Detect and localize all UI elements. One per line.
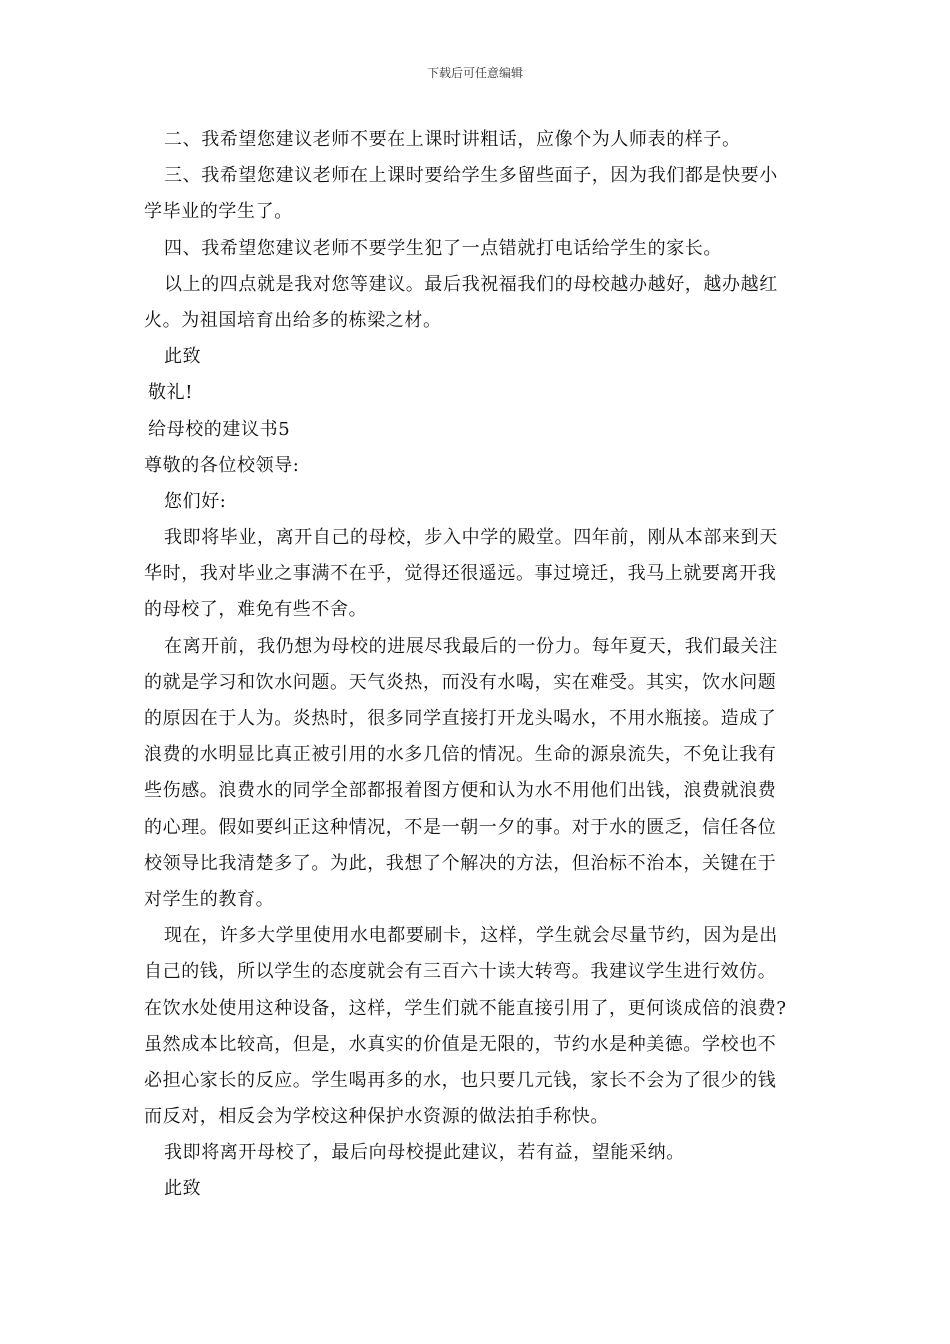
text-line: 而反对，相反会为学校这种保护水资源的做法拍手称快。 <box>144 1106 609 1128</box>
text-line: 我即将离开母校了，最后向母校提此建议，若有益，望能采纳。 <box>164 1142 685 1164</box>
text-line: 二、我希望您建议老师不要在上课时讲粗话，应像个为人师表的样子。 <box>164 129 741 150</box>
text-line: 四、我希望您建议老师不要学生犯了一点错就打电话给学生的家长。 <box>164 237 722 259</box>
text-line: 学毕业的学生了。 <box>144 201 293 223</box>
text-line: 火。为祖国培育出给多的栋梁之材。 <box>144 309 442 331</box>
text-line: 尊敬的各位校领导: <box>144 454 300 476</box>
text-line: 的心理。假如要纠正这种情况，不是一朝一夕的事。对于水的匮乏，信任各位 <box>144 816 777 838</box>
text-line: 的母校了，难免有些不舍。 <box>144 599 368 621</box>
text-line: 校领导比我清楚多了。为此，我想了个解决的方法，但治标不治本，关键在于 <box>144 852 777 874</box>
text-line: 自己的钱，所以学生的态度就会有三百六十读大转弯。我建议学生进行效仿。 <box>144 961 777 983</box>
text-line: 对学生的教育。 <box>144 888 275 910</box>
text-line: 在饮水处使用这种设备，这样，学生们就不能直接引用了，更何谈成倍的浪费? <box>144 997 787 1019</box>
text-line: 以上的四点就是我对您等建议。最后我祝福我们的母校越办越好，越办越红 <box>164 273 778 295</box>
text-line: 三、我希望您建议老师在上课时要给学生多留些面子，因为我们都是快要小 <box>164 165 778 187</box>
text-line: 浪费的水明显比真正被引用的水多几倍的情况。生命的源泉流失，不免让我有 <box>144 744 777 766</box>
text-line: 现在，许多大学里使用水电都要刷卡，这样，学生就会尽量节约，因为是出 <box>164 925 778 947</box>
page-header: 下载后可任意编辑 <box>426 66 523 80</box>
text-line: 此致 <box>164 1178 202 1200</box>
text-line: 的原因在于人为。炎热时，很多同学直接打开龙头喝水，不用水瓶接。造成了 <box>144 708 777 729</box>
text-line: 的就是学习和饮水问题。天气炎热，而没有水喝，实在难受。其实，饮水问题 <box>144 671 777 693</box>
text-line: 虽然成本比较高，但是，水真实的价值是无限的，节约水是种美德。学校也不 <box>144 1033 777 1055</box>
text-line: 敬礼! <box>148 382 194 404</box>
text-line: 给母校的建议书5 <box>148 418 291 440</box>
text-line: 我即将毕业，离开自己的母校，步入中学的殿堂。四年前，刚从本部来到天 <box>164 527 778 549</box>
text-line: 些伤感。浪费水的同学全部都报着图方便和认为水不用他们出钱，浪费就浪费 <box>144 780 777 802</box>
text-line: 您们好: <box>164 490 227 512</box>
text-line: 在离开前，我仍想为母校的进展尽我最后的一份力。每年夏天，我们最关注 <box>164 635 778 657</box>
text-line: 华时，我对毕业之事满不在乎，觉得还很遥远。事过境迁，我马上就要离开我 <box>144 563 777 585</box>
text-line: 此致 <box>164 346 202 368</box>
text-line: 必担心家长的反应。学生喝再多的水，也只要几元钱，家长不会为了很少的钱 <box>144 1069 777 1091</box>
document-body <box>144 122 814 1208</box>
